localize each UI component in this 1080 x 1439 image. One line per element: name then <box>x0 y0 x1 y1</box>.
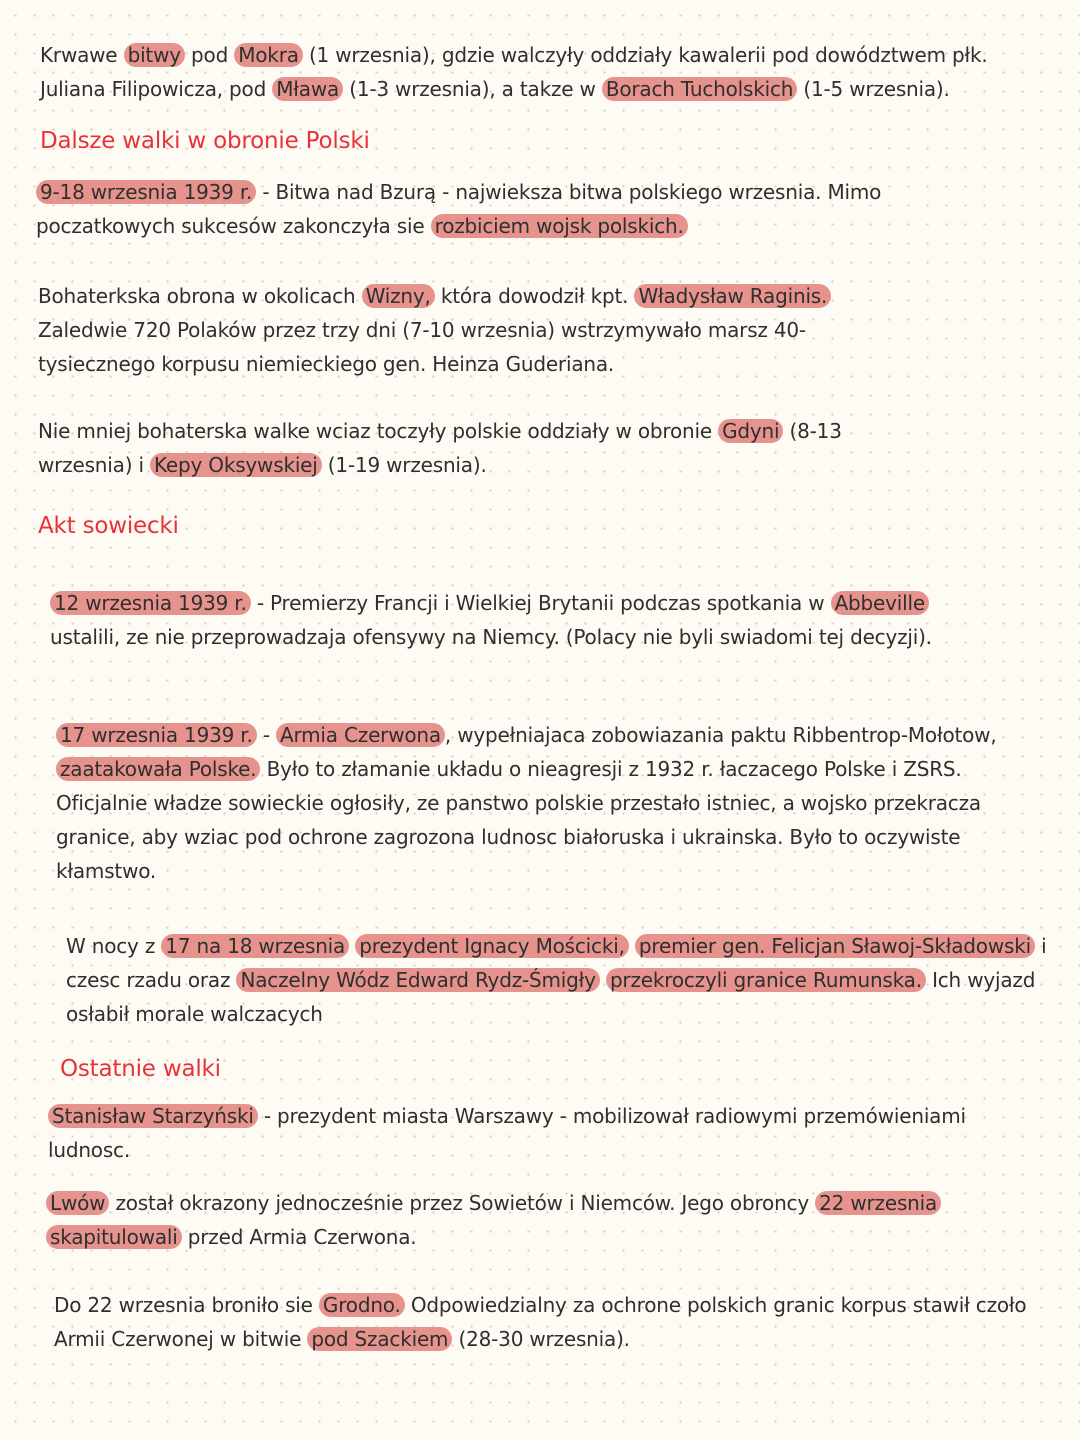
paragraph-gdynia: Nie mniej bohaterska walke wciaz toczyły polskie oddziały w obronie Gdyni (8-13 wrzesnia) i Kepy Oksywskiej (1-19 wrzesnia). <box>38 419 842 477</box>
paragraph-bzura: 9-18 wrzesnia 1939 r. - Bitwa nad Bzurą - najwieksza bitwa polskiego wrzesnia. Mimo poczatkowych sukcesów zakonczyła sie rozbiciem wojsk polskich. <box>36 180 882 238</box>
highlight-zaatakowala: zaatakowała Polske. <box>56 757 260 781</box>
highlight-abbeville: Abbeville <box>831 591 929 615</box>
highlight-wizna: Wizny, <box>362 284 435 308</box>
highlight-starzynski: Stanisław Starzyński <box>48 1104 258 1128</box>
paragraph-wizna: Bohaterkska obrona w okolicach Wizny, która dowodził kpt. Władysław Raginis. Zaledwie 720 Polaków przez trzy dni (7-10 wrzesnia) wstrzymywało marsz 40-tysiecznego korpusu niemieckiego gen. Heinza Guderiana. <box>38 279 888 381</box>
paragraph-abbeville: 12 wrzesnia 1939 r. - Premierzy Francji i Wielkiej Brytanii podczas spotkania w Abbeville ustalili, ze nie przeprowadzaja ofensywy na Niemcy. (Polacy nie byli swiadomi tej decyzji). <box>50 591 932 649</box>
highlight-date-17: 17 wrzesnia 1939 r. <box>56 723 257 747</box>
highlight-bitwy: bitwy <box>124 43 185 67</box>
highlight-bory-tucholskie: Borach Tucholskich <box>602 77 797 101</box>
highlight-rumunia: przekroczyli granice Rumunska. <box>606 968 926 992</box>
highlight-rydz-smigly: Naczelny Wódz Edward Rydz-Śmigły <box>236 968 599 992</box>
heading-dalsze-walki: Dalsze walki w obronie Polski <box>40 128 370 154</box>
heading-ostatnie-walki: Ostatnie walki <box>60 1056 221 1082</box>
highlight-22-skapitulowali: 22 wrzesnia skapitulowali <box>46 1191 941 1249</box>
highlight-mokra: Mokra <box>234 43 303 67</box>
highlight-rozbicie: rozbiciem wojsk polskich. <box>431 214 688 238</box>
highlight-skladowski: premier gen. Felicjan Sławoj-Składowski <box>635 934 1035 958</box>
paragraph-lwow: Lwów został okrazony jednocześnie przez Sowietów i Niemców. Jego obroncy 22 wrzesnia skapitulowali przed Armia Czerwona. <box>46 1186 986 1254</box>
highlight-lwow: Lwów <box>46 1191 109 1215</box>
highlight-kepa-oksywska: Kepy Oksywskiej <box>150 453 322 477</box>
highlight-17-18: 17 na 18 wrzesnia <box>161 934 349 958</box>
paragraph-early-battles: Krwawe bitwy pod Mokra (1 wrzesnia), gdzie walczyły oddziały kawalerii pod dowództwem płk. Juliana Filipowicza, pod Mława (1-3 wrzesnia), a takze w Borach Tucholskich (1-5 wrzesnia). <box>40 43 988 101</box>
highlight-date-12: 12 wrzesnia 1939 r. <box>50 591 251 615</box>
highlight-gdynia: Gdyni <box>718 419 783 443</box>
highlight-szack: pod Szackiem <box>307 1327 452 1351</box>
highlight-moscicki: prezydent Ignacy Mościcki, <box>355 934 628 958</box>
paragraph-starzynski: Stanisław Starzyński - prezydent miasta Warszawy - mobilizował radiowymi przemówieniami ludnosc. <box>48 1104 966 1162</box>
heading-akt-sowiecki: Akt sowiecki <box>38 513 179 539</box>
highlight-mlawa: Mława <box>272 77 343 101</box>
paragraph-grodno: Do 22 wrzesnia broniło sie Grodno. Odpowiedzialny za ochrone polskich granic korpus stawił czoło Armii Czerwonej w bitwie pod Szackiem (28-30 wrzesnia). <box>54 1293 1027 1351</box>
paragraph-soviet-attack: 17 wrzesnia 1939 r. - Armia Czerwona , wypełniajaca zobowiazania paktu Ribbentrop-Mołotow, zaatakowała Polske. Było to złamanie układu o nieagresji z 1932 r. łaczacego Polske i ZSRS. Oficjalnie władze sowieckie ogłosiły, ze panstwo polskie przestało istniec, a wojsko przekracza granice, aby wziac pod ochrone zagrozona ludnosc białoruska i ukrainska. Było to oczywiste kłamstwo. <box>56 723 997 883</box>
paragraph-evacuation: W nocy z 17 na 18 wrzesnia prezydent Ignacy Mościcki, premier gen. Felicjan Sławoj-Składowski i czesc rzadu oraz Naczelny Wódz Edward Rydz-Śmigły przekroczyli granice Rumunska. Ich wyjazd osłabił morale walczacych <box>66 934 1047 1026</box>
highlight-date-9-18: 9-18 wrzesnia 1939 r. <box>36 180 256 204</box>
highlight-armia-czerwona: Armia Czerwona <box>276 723 445 747</box>
highlight-grodno: Grodno. <box>319 1293 405 1317</box>
highlight-raginis: Władysław Raginis. <box>634 284 831 308</box>
